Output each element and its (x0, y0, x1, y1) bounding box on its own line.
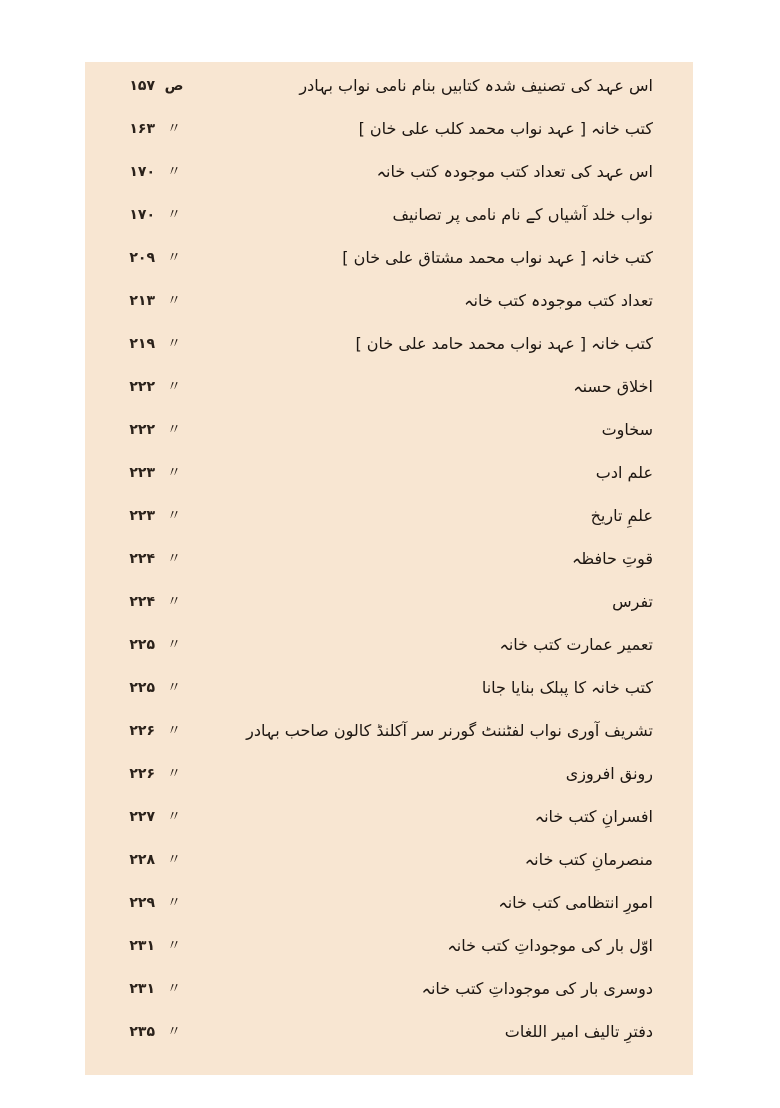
toc-entry-title: کتب خانہ [ عہد نواب محمد مشتاق علی خان ] (342, 247, 653, 267)
toc-entry-title: کتب خانہ کا پبلک بنایا جانا (481, 677, 653, 697)
toc-entry (85, 537, 693, 580)
ditto-mark: 〃 (167, 1023, 181, 1040)
toc-entry-title: سخاوت (601, 419, 653, 439)
toc-entry-page-number: ۲۲۳ (129, 507, 155, 524)
toc-entry (85, 666, 693, 709)
toc-entry-title: دوسری بار کی موجوداتِ کتب خانہ (421, 978, 653, 998)
toc-entry-page-number: ۱۷۰ (129, 206, 155, 223)
toc-entry (85, 1010, 693, 1053)
ditto-mark: 〃 (167, 851, 181, 868)
toc-entry (85, 107, 693, 150)
toc-entry-title: نواب خلد آشیاں کے نام نامی پر تصانیف (392, 204, 653, 224)
toc-entry-page-number: ۱۵۷ (129, 77, 155, 94)
toc-entry-page-number: ۲۲۶ (129, 722, 155, 739)
toc-entry (85, 279, 693, 322)
toc-entry-title: تشریف آوری نواب لفٹننٹ گورنر سر آکلنڈ کالون صاحب بہادر (246, 720, 653, 740)
toc-entry (85, 623, 693, 666)
ditto-mark: 〃 (167, 722, 181, 739)
toc-entry-page-number: ۱۷۰ (129, 163, 155, 180)
ditto-mark: 〃 (167, 808, 181, 825)
toc-entry-page-number: ۲۲۲ (129, 421, 155, 438)
toc-entry-title: دفترِ تالیف امیر اللغات (504, 1021, 653, 1041)
toc-entry (85, 236, 693, 279)
ditto-mark: 〃 (167, 550, 181, 567)
toc-entry-title: کتب خانہ [ عہد نواب محمد کلب علی خان ] (358, 118, 653, 138)
toc-entry-page-number: ۲۲۵ (129, 636, 155, 653)
toc-entry-page-number: ۲۱۳ (129, 292, 155, 309)
toc-entry-title: اخلاق حسنہ (573, 376, 653, 396)
ditto-mark: 〃 (167, 163, 181, 180)
ditto-mark: 〃 (167, 421, 181, 438)
toc-entry-title: منصرمانِ کتب خانہ (524, 849, 653, 869)
ditto-mark: 〃 (167, 980, 181, 997)
toc-entry-title: قوتِ حافظہ (572, 548, 653, 568)
toc-entry (85, 408, 693, 451)
toc-entry (85, 365, 693, 408)
ditto-mark: 〃 (167, 120, 181, 137)
toc-entry (85, 150, 693, 193)
toc-entry-page-number: ۲۱۹ (129, 335, 155, 352)
page-label: ص (164, 77, 184, 94)
toc-entry-page-number: ۲۳۱ (129, 937, 155, 954)
toc-entry-page-number: ۲۲۷ (129, 808, 155, 825)
toc-entry-page-number: ۲۳۵ (129, 1023, 155, 1040)
toc-entry-title: تفرس (612, 591, 653, 611)
toc-entry (85, 193, 693, 236)
toc-entry (85, 795, 693, 838)
toc-entry (85, 322, 693, 365)
ditto-mark: 〃 (167, 292, 181, 309)
toc-entry-title: علمِ تاریخ (590, 505, 653, 525)
toc-entry-title: اوّل بار کی موجوداتِ کتب خانہ (447, 935, 653, 955)
toc-entry-page-number: ۲۲۵ (129, 679, 155, 696)
toc-entry (85, 64, 693, 107)
ditto-mark: 〃 (167, 464, 181, 481)
ditto-mark: 〃 (167, 335, 181, 352)
toc-entry-title: رونق افروزی (565, 763, 653, 783)
toc-entry-title: امورِ انتظامی کتب خانہ (498, 892, 653, 912)
toc-entry-page-number: ۲۲۴ (129, 593, 155, 610)
ditto-mark: 〃 (167, 249, 181, 266)
toc-entry-title: علم ادب (595, 462, 653, 482)
scanned-page (85, 62, 693, 1075)
toc-entry (85, 451, 693, 494)
ditto-mark: 〃 (167, 593, 181, 610)
toc-entry-page-number: ۲۲۳ (129, 464, 155, 481)
toc-entry-title: تعداد کتب موجودہ کتب خانہ (464, 290, 653, 310)
ditto-mark: 〃 (167, 937, 181, 954)
toc-entry-page-number: ۲۲۸ (129, 851, 155, 868)
toc-entry-page-number: ۱۶۳ (129, 120, 155, 137)
ditto-mark: 〃 (167, 206, 181, 223)
toc-entry-title: تعمیر عمارت کتب خانہ (499, 634, 653, 654)
toc-entry (85, 924, 693, 967)
toc-entry (85, 709, 693, 752)
toc-entry-page-number: ۲۲۲ (129, 378, 155, 395)
ditto-mark: 〃 (167, 765, 181, 782)
ditto-mark: 〃 (167, 679, 181, 696)
ditto-mark: 〃 (167, 636, 181, 653)
toc-entry-title: کتب خانہ [ عہد نواب محمد حامد علی خان ] (355, 333, 653, 353)
toc-entry-title: اس عہد کی تصنیف شدہ کتابیں بنام نامی نواب بہادر (299, 75, 653, 95)
ditto-mark: 〃 (167, 507, 181, 524)
toc-entry (85, 580, 693, 623)
ditto-mark: 〃 (167, 894, 181, 911)
toc-entry-page-number: ۲۳۱ (129, 980, 155, 997)
toc-entry-page-number: ۲۲۹ (129, 894, 155, 911)
toc-entry-title: افسرانِ کتب خانہ (534, 806, 653, 826)
toc-entry (85, 881, 693, 924)
toc-entry-page-number: ۲۰۹ (129, 249, 155, 266)
toc-entry-page-number: ۲۲۴ (129, 550, 155, 567)
toc-entry-page-number: ۲۲۶ (129, 765, 155, 782)
toc-entry (85, 838, 693, 881)
ditto-mark: 〃 (167, 378, 181, 395)
toc-entry (85, 967, 693, 1010)
toc-entry (85, 752, 693, 795)
toc-entry (85, 494, 693, 537)
toc-entry-title: اس عہد کی تعداد کتب موجودہ کتب خانہ (376, 161, 653, 181)
